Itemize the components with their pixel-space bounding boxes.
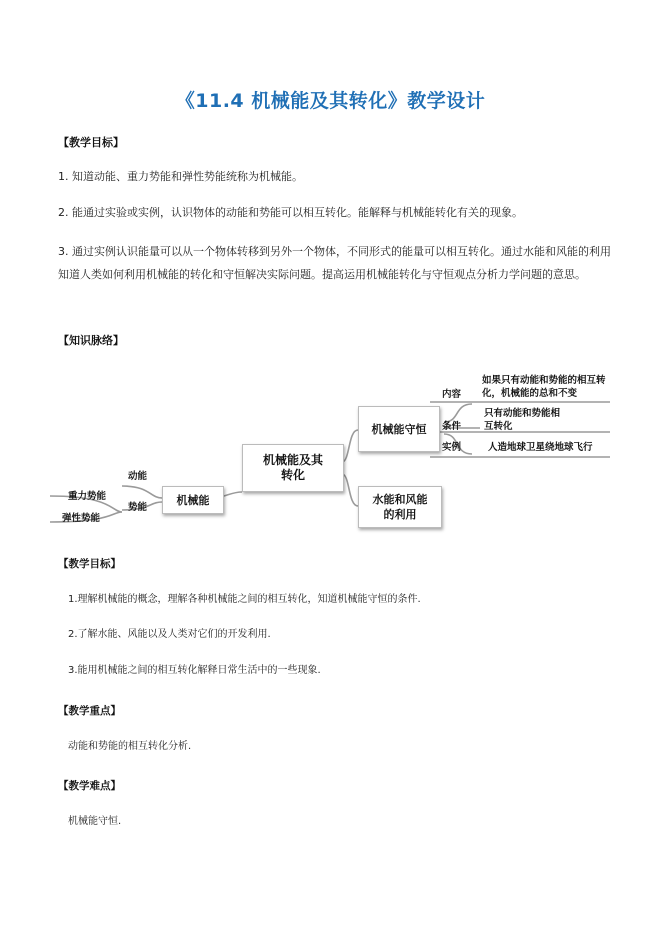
content-text: 如果只有动能和势能的相互转化，机械能的总和不变 [482,375,606,399]
mechanical-energy-node-label: 机械能 [176,493,210,507]
condition-label: 条件 [442,421,462,432]
mechanical-energy-node [162,486,224,514]
objective-item-2: 2. 能通过实验或实例，认识物体的动能和势能可以相互转化。能解释与机械能转化有关的现象。 [58,206,523,219]
elastic-pe-label: 弹性势能 [62,513,101,524]
center-node-label: 机械能及其转化 [263,453,324,482]
objective2-item-2: 2.了解水能、风能以及人类对它们的开发利用. [68,629,271,640]
objective-item-1: 1. 知道动能、重力势能和弹性势能统称为机械能。 [58,170,303,183]
objective2-item-3: 3.能用机械能之间的相互转化解释日常生活中的一些现象. [68,665,321,676]
example-text: 人造地球卫星绕地球飞行 [488,442,593,453]
section-heading-knowledge: 【知识脉络】 [58,334,124,347]
section-heading-objectives: 【教学目标】 [58,136,124,149]
content-label: 内容 [442,389,462,400]
kinetic-label: 动能 [128,471,148,482]
objective2-item-1: 1.理解机械能的概念，理解各种机械能之间的相互转化，知道机械能守恒的条件. [68,594,421,605]
example-label: 实例 [442,442,462,453]
section-heading-key-points: 【教学重点】 [58,705,121,717]
knowledge-mindmap [50,362,620,537]
conservation-node-label: 机械能守恒 [371,422,427,436]
water-wind-node-label: 水能和风能的利用 [372,493,428,521]
potential-label: 势能 [128,502,148,513]
doc-title: 《11.4 机械能及其转化》教学设计 [175,90,486,112]
gravity-pe-label: 重力势能 [68,491,107,502]
key-points-text: 动能和势能的相互转化分析. [68,741,192,752]
condition-text: 只有动能和势能相互转化 [484,408,561,432]
objective-item-3: 3. 通过实例认识能量可以从一个物体转移到另外一个物体，不同形式的能量可以相互转化。通过水能和风能的利用知道人类如何利用机械能的转化和守恒解决实际问题。提高运用机械能转化与守恒观点分析力学问题的意思。 [58,245,611,281]
conservation-node [358,406,440,452]
difficulties-text: 机械能守恒. [68,816,122,827]
water-wind-node [358,486,442,528]
center-node [242,444,344,492]
section-heading-objectives-2: 【教学目标】 [58,558,121,570]
section-heading-difficulties: 【教学难点】 [58,780,121,792]
